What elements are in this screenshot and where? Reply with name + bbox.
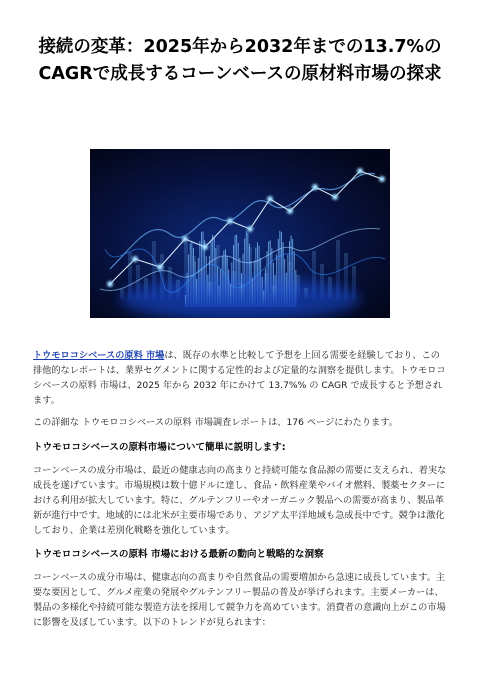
- section-1-body: コーンベースの成分市場は、最近の健康志向の高まりと持続可能な食品源の需要に支えられ、着実な成長を遂げています。市場規模は数十億ドルに達し、食品・飲料産業やバイオ燃料、製薬セクターにおける利用が拡大しています。特に、グルテンフリーやオーガニック製品への需要が高まり、製品革新が進行中です。地域的には北米が主要市場であり、アジア太平洋地域も急成長中です。競争は激化しており、企業は差別化戦略を強化しています。: [33, 465, 447, 536]
- hero-bar: [198, 258, 199, 307]
- hero-bg-bar: [192, 256, 196, 299]
- hero-dot-glow: [247, 226, 253, 232]
- hero-bar: [230, 284, 231, 307]
- intro-sentence-2: トウモロコシベースの原料 市場は、2025 年から 2032 年にかけて 13.7%% の CAGR で成長すると予想されます。: [33, 365, 446, 406]
- hero-bar: [204, 240, 205, 307]
- hero-bg-bar: [272, 286, 276, 299]
- hero-bar: [262, 277, 263, 307]
- hero-dot-glow: [287, 208, 293, 214]
- hero-bg-bar: [296, 275, 300, 299]
- hero-bg-bar: [120, 289, 124, 299]
- hero-bg-bar: [344, 253, 348, 299]
- hero-dot-glow: [202, 244, 208, 250]
- hero-bg-bar: [152, 241, 156, 299]
- hero-bg-bar: [216, 245, 220, 299]
- hero-dot-glow: [182, 236, 188, 242]
- hero-bar: [273, 263, 274, 307]
- hero-bar: [228, 270, 229, 307]
- hero-dot-glow: [332, 194, 338, 200]
- intro-paragraph: [33, 348, 447, 408]
- hero-dot-glow: [132, 256, 138, 262]
- hero-bg-bar: [136, 265, 140, 299]
- hero-chart-image: [90, 149, 390, 318]
- hero-dot-glow: [357, 168, 363, 174]
- intro-sentence-1: は、既存の水準と比較して予想を上回る需要を経験しており、この排他的なレポートは、業界セグメントに関する定性的および定量的な洞察を提供します。: [33, 350, 440, 376]
- hero-bar: [206, 256, 207, 307]
- hero-bar: [214, 237, 215, 307]
- section-2-body: コーンベースの成分市場は、健康志向の高まりや自然食品の需要増加から急速に成長しています。主要な要因として、グルメ産業の発展やグルテンフリー製品の普及が挙げられます。主要メーカーは、製品の多様化や持続可能な製造方法を採用して競争力を高めています。消費者の意識向上がこの市場に影響を及ぼしています。以下のトレンドが見られます：: [33, 572, 446, 628]
- section-2-heading: トウモロコシベースの原料 市場における最新の動向と戦略的な洞察: [33, 549, 324, 560]
- hero-bar: [246, 231, 247, 307]
- hero-bar: [236, 235, 237, 307]
- hero-bg-bar: [312, 251, 316, 299]
- hero-bar: [238, 243, 239, 307]
- hero-dot-glow: [379, 176, 385, 182]
- hero-bar: [222, 256, 223, 307]
- hero-bg-bar: [232, 271, 236, 299]
- hero-bar: [239, 258, 240, 307]
- hero-bar: [212, 235, 213, 307]
- market-link[interactable]: トウモロコシベースの原料 市場: [33, 350, 165, 361]
- hero-bar: [190, 243, 191, 307]
- document-title: 接続の変革：2025年から2032年までの13.7%のCAGRで成長するコーンベースの原材料市場の探求: [38, 37, 442, 84]
- hero-bar: [196, 279, 197, 307]
- hero-bg-bar: [328, 277, 332, 299]
- hero-bg-bar: [184, 243, 188, 299]
- hero-bg-bar: [280, 249, 284, 299]
- hero-bg-bar: [200, 269, 204, 299]
- hero-bar: [220, 269, 221, 307]
- hero-dot-glow: [312, 184, 318, 190]
- hero-bg-bar: [128, 252, 132, 299]
- hero-dot-glow: [157, 264, 163, 270]
- hero-bg-bar: [160, 254, 164, 299]
- hero-bar: [252, 278, 253, 307]
- hero-dot-glow: [267, 196, 273, 202]
- hero-bg-bar: [336, 240, 340, 299]
- hero-bg-bar: [264, 273, 268, 299]
- hero-dot-glow: [107, 281, 113, 287]
- hero-bar: [292, 239, 293, 307]
- section-1-heading: トウモロコシベースの原料市場について簡単に説明します:: [33, 442, 286, 453]
- hero-bar: [268, 241, 269, 307]
- hero-bg-bar: [248, 247, 252, 299]
- hero-bar: [284, 259, 285, 307]
- hero-bg-bar: [304, 288, 308, 299]
- hero-bg-bar: [352, 266, 356, 299]
- report-pages-paragraph: この詳細な トウモロコシベースの原料 市場調査レポートは、176 ページにわたります。: [33, 417, 398, 428]
- hero-bg-bar: [288, 262, 292, 299]
- hero-bg-bar: [256, 260, 260, 299]
- hero-bar: [294, 251, 295, 307]
- hero-bar: [260, 258, 261, 307]
- hero-bar: [254, 261, 255, 307]
- hero-bar: [244, 239, 245, 307]
- hero-bar: [286, 273, 287, 307]
- hero-bar: [276, 255, 277, 307]
- hero-bg-bar: [208, 282, 212, 299]
- hero-bar: [209, 256, 210, 307]
- hero-dot-glow: [227, 218, 233, 224]
- hero-bg-bar: [144, 278, 148, 299]
- hero-bg-bar: [320, 264, 324, 299]
- hero-bar: [270, 240, 271, 307]
